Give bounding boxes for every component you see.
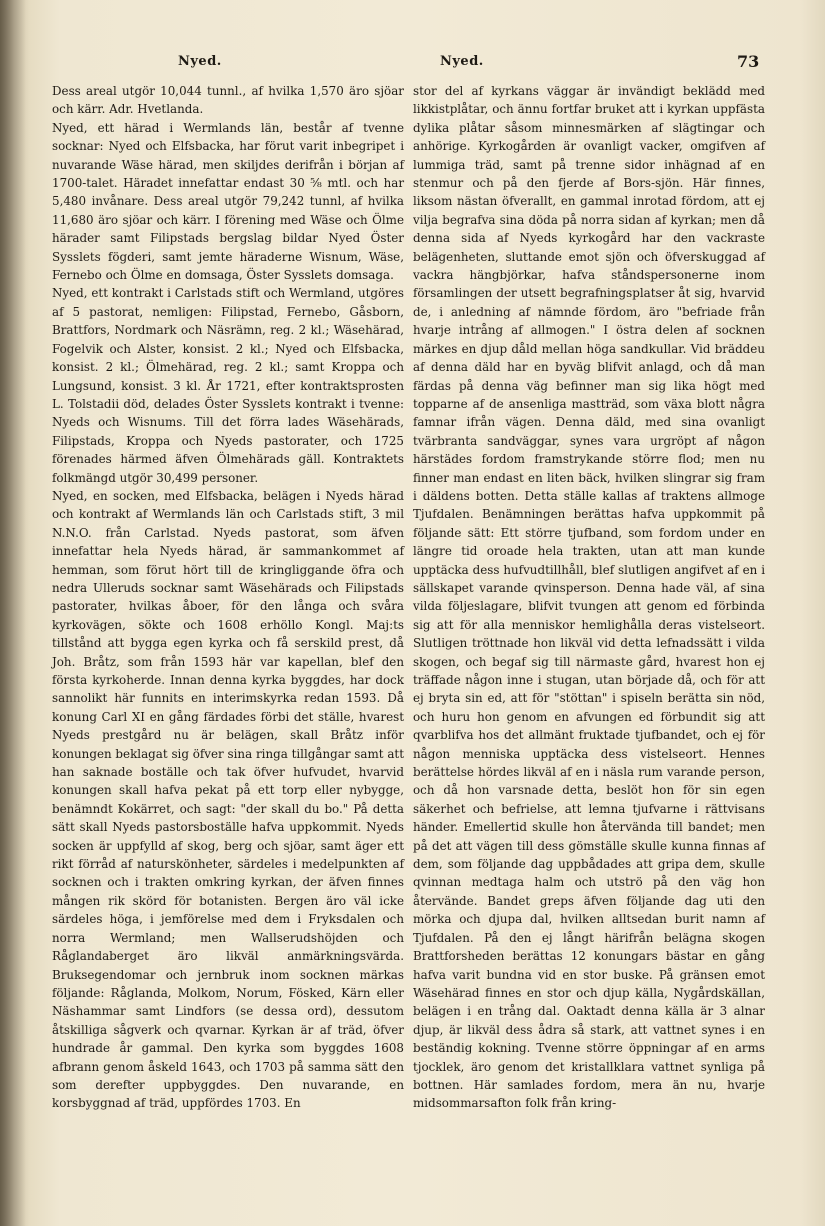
right-column [413,82,765,1113]
page-header [0,52,825,74]
left-column [52,82,404,1113]
entry-nyed-kontrakt: Nyed, ett kontrakt i Carlstads stift och Wermland, utgöres af 5 pastorat, nemligen: Filipstad, Fernebo, Gåsborn, Brattfors, Nordmark och Näsrämn, reg. 2 kl.; Wäsehärad, Fogelvik och Alster, konsist. 2 kl.; Nyed och Elfsbacka, konsist. 2 kl.; Ölmehärad, reg. 2 kl.; samt Kroppa och Lungsund, konsist. 3 kl. År 1721, efter kontraktsprosten L. Tolstadii död, delades Öster Sysslets kontrakt i tvenne: Nyeds och Wisnums. Till det förra lades Wäsehärads, Filipstads, Kroppa och Nyeds pastorater, och 1725 förenades härmed äfven Ölmehärads gäll. Kontraktets folkmängd utgör 30,499 personer. [52,286,404,485]
entry-paragraph: Dess areal utgör 10,044 tunnl., af hvilka 1,570 äro sjöar och kärr. Adr. Hvetlanda. [52,84,404,117]
entry-nyed-socken-continued: stor del af kyrkans väggar är invändigt beklädd med likkistplåtar, och ännu fortfar bruket att i kyrkan uppfästa dylika plåtar såsom minnesmärken af slägtingar och anhörige. Kyrkogården är ovanligt vacker, omgifven af lummiga träd, samt på trenne sidor inhägnad af en stenmur och på den fjerde af Bors-sjön. Här finnes, liksom nästan öfverallt, en gammal inrotad fördom, att ej vilja begrafva sina döda på norra sidan af kyrkan; men då denna sida af Nyeds kyrkogård har den vackraste belägenheten, sluttande emot sjön och öfverskuggad af vackra hängbjörkar, hafva ståndspersonerne inom församlingen der utsett begrafningsplatser åt sig, hvarvid de, i anledning af nämnde fördom, äro "befriade från hvarje intrång af allmogen." I östra delen af socknen märkes en djup dåld mellan höga sandkullar. Vid bräddeu af denna däld har en byväg blifvit anlagd, och då man färdas på denna väg befinner man sig lika högt med topparne af de ansenliga mastträd, som växa blott några famnar ifrån vägen. Denna däld, med sina ovanligt tvärbranta sandväggar, synes vara urgröpt af någon härstädes fordom framstrykande större flod; men nu finner man endast en liten bäck, hvilken slingrar sig fram i däldens botten. Detta ställe kallas af traktens allmoge Tjufdalen. Benämningen berättas hafva uppkommit på följande sätt: Ett större tjufband, som fordom under en längre tid oroade hela trakten, utan att man kunde upptäcka dess hufvudtillhåll, blef slutligen angifvet af en i sällskapet varande qvinsperson. Denna hade väl, af sina vilda följeslagare, blifvit tvungen att genom ed förbinda sig att för alla menniskor hemlighålla deras vistelseort. Slutligen tröttnade hon likväl vid detta lefnadssätt i vilda skogen, och begaf sig till närmaste gård, hvarest hon ej träffade någon inne i stugan, utan började då, och för att ej bryta sin ed, att för "stöttan" i spiseln berätta sin nöd, och huru hon genom en afvungen ed förbundit sig att qvarblifva hos det allmänt fruktade tjufbandet, och ej för någon menniska upptäcka dess vistelseort. Hennes berättelse hördes likväl af en i näsla rum varande person, och då hon varsnade detta, beslöt hon för sin egen säkerhet och befrielse, att lemna tjufvarne i rättvisans händer. Emellertid skulle hon återvända till bandet; men på det att vägen till dess gömställe skulle kunna finnas af dem, som följande dag uppbådades att gripa dem, skulle qvinnan medtaga halm och utströ på den väg hon återvände. Bandet greps äfven följande dag uti den mörka och djupa dal, hvilken alltsedan burit namn af Tjufdalen. På den ej långt härifrån belägna skogen Brattforsheden berättas 12 konungars bästar en gång hafva varit bundna vid en stor buske. På gränsen emot Wäsehärad finnes en stor och djup källa, Nygårdskällan, belägen i en trång dal. Oaktadt denna källa är 3 alnar djup, är likväl dess ådra så stark, att vattnet synes i en beständig kokning. Tvenne större öppningar af en arms tjocklek, äro genom det kristallklara vattnet synliga på bottnen. Här samlades fordom, mera än nu, hvarje midsommarsafton folk från kring- [413,84,765,1111]
page-number: 73 [737,52,760,71]
running-head-left: Nyed. [178,54,222,69]
running-head-right: Nyed. [440,54,484,69]
entry-nyed-harad: Nyed, ett härad i Wermlands län, består af tvenne socknar: Nyed och Elfsbacka, har förut varit inbegripet i nuvarande Wäse härad, men skiljdes derifrån i början af 1700-talet. Häradet innefattar endast 30 ⅝ mtl. och har 5,480 invånare. Dess areal utgör 79,242 tunnl, af hvilka 11,680 äro sjöar och kärr. I förening med Wäse och Ölme härader samt Filipstads bergslag bildar Nyed Öster Sysslets fögderi, samt jemte häraderne Wisnum, Wäse, Fernebo och Ölme en domsaga, Öster Sysslets domsaga. [52,120,404,283]
entry-nyed-socken: Nyed, en socken, med Elfsbacka, belägen i Nyeds härad och kontrakt af Wermlands län och Carlstads stift, 3 mil N.N.O. från Carlstad. Nyeds pastorat, som äfven innefattar hela Nyeds härad, är sammankommet af hemman, som förut hört till de kringliggande öfra och nedra Ulleruds socknar samt Wäsehärads och Filipstads pastorater, hvilkas åboer, för den långa och svåra kyrkovägen, sökte och 1608 erhöllo Kongl. Maj:ts tillstånd att bygga egen kyrka och få serskild prest, då Joh. Bråtz, som från 1593 här var kapellan, blef den första kyrkoherde. Innan denna kyrka byggdes, har dock sannolikt här funnits en interimskyrka redan 1593. Då konung Carl XI en gång färdades förbi det ställe, hvarest Nyeds prestgård nu är belägen, skall Bråtz inför konungen beklagat sig öfver sina ringa tillgångar samt att han saknade boställe och tak öfver hufvudet, hvarvid konungen skall hafva pekat på ett torp eller nybygge, benämndt Kokärret, och sagt: "der skall du bo." På detta sätt skall Nyeds pastorsboställe hafva uppkommit. Nyeds socken är uppfylld af skog, berg och sjöar, samt äger ett rikt förråd af naturskönheter, särdeles i medelpunkten af socknen och i trakten omkring kyrkan, der äfven finnes mången rik skörd för botanisten. Bergen äro väl icke särdeles höga, i jemförelse med dem i Fryksdalen och norra Wermland; men Wallserudshöjden och Råglandaberget äro likväl anmärkningsvärda. Bruksegendomar och jernbruk inom socknen märkas följande: Råglanda, Molkom, Norum, Fösked, Kärn eller Näshammar samt Lindfors (se dessa ord), dessutom åtskilliga sågverk och qvarnar. Kyrkan är af träd, öfver hundrade år gammal. Den kyrka som byggdes 1608 afbrann genom åskeld 1643, och 1703 på samma sätt den som derefter uppbyggdes. Den nuvarande, en korsbyggnad af träd, uppfördes 1703. En [52,488,404,1111]
book-gutter-shadow [0,0,26,1226]
